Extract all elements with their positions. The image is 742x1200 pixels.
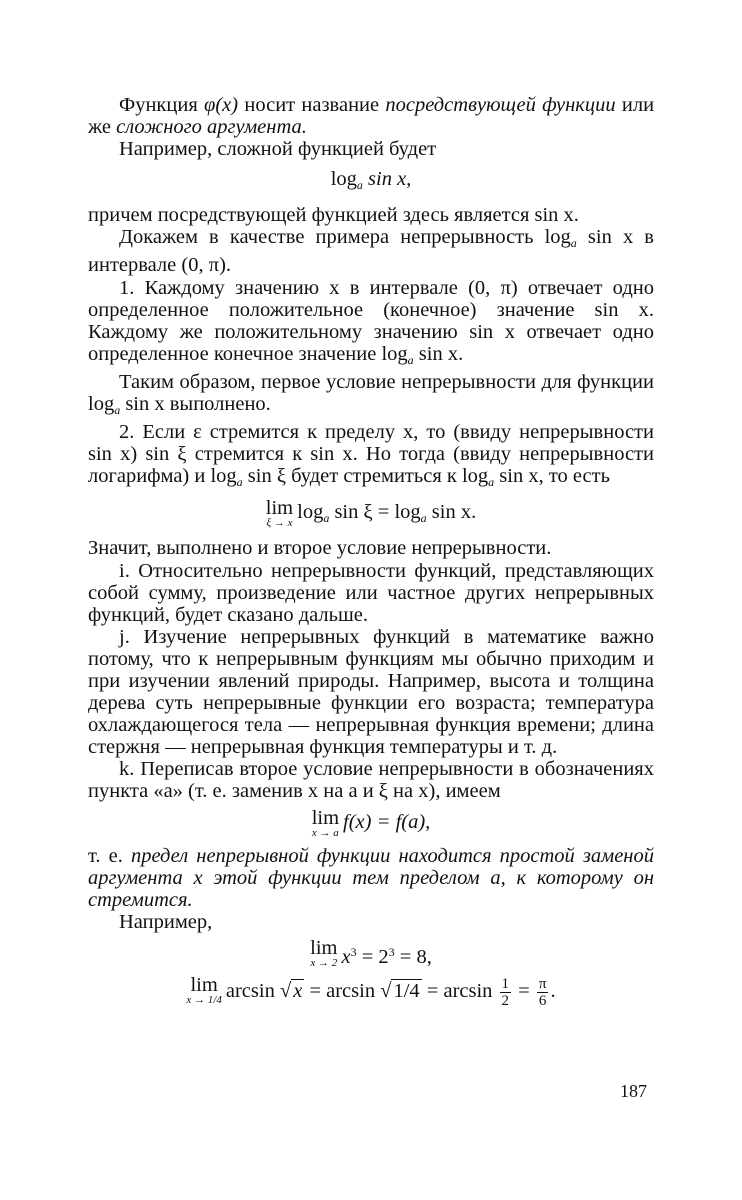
fraction: $\frac{1}{2}$	[501, 975, 510, 1009]
math-text: = arcsin √	[304, 980, 392, 1003]
math-text: = 2	[356, 945, 389, 968]
lim-subscript: x → 2	[310, 956, 338, 969]
formula-log-sin	[88, 166, 654, 198]
formula-limit-log	[88, 499, 654, 531]
text: Таким образом, первое условие непрерывности для функции log	[88, 370, 654, 416]
math-subscript: a	[356, 178, 363, 193]
italic-rule: предел непрерывной функции находится простой заменой аргумента x этой функции тем пределом a, к которому он стремится.	[88, 844, 654, 911]
text: 2. Если ε стремится к пределу x, то (ввиду непрерывности sin x) sin ξ стремится к sin x. Но тогда (ввиду непрерывности логарифма) и log	[88, 421, 654, 488]
math-subscript: a	[114, 403, 121, 418]
formula-limit-cube	[88, 936, 654, 970]
text: 1. Каждому значению x в интервале (0, π) отвечает одно определенное положительное (конечное) значение sin x. Каждому же положительному значению sin x отвечает одно определенное конечное значение log	[88, 276, 654, 365]
paragraph-second-condition: Значит, выполнено и второе условие непрерывности.	[88, 537, 552, 560]
lim-operator: lim x → a	[311, 806, 340, 839]
math-text: sin ξ = log	[329, 501, 421, 524]
paragraph-i: i. Относительно непрерывности функций, представляющих собой сумму, произведение или частное других непрерывных функций, будет сказано дальше.	[88, 559, 654, 626]
lim-operator: lim x → 2	[310, 936, 338, 969]
paragraph-k: k. Переписав второе условие непрерывности в обозначениях пункта «a» (т. е. заменив x на a и ξ на x), имеем	[88, 758, 654, 803]
fraction: $\frac{\pi}{6}$	[538, 975, 547, 1009]
text: sin x.	[413, 342, 464, 365]
math-text: arcsin √	[225, 980, 292, 1003]
paragraph-definition	[88, 94, 654, 138]
math-superscript: 3	[388, 944, 395, 959]
formula-limit-arcsin	[88, 973, 654, 1009]
math-text: sin x,	[362, 168, 412, 191]
paragraph-prove	[88, 226, 654, 276]
text: т. е.	[88, 844, 123, 867]
math-subscript: a	[570, 236, 577, 251]
text: sin x в интервале (0, π).	[88, 226, 654, 277]
paragraph-step-1	[88, 277, 654, 371]
page-number: 187	[620, 1081, 647, 1101]
paragraph-for-example: Например,	[119, 910, 213, 933]
math-text: = 8,	[394, 945, 432, 968]
math-subscript: a	[488, 475, 495, 490]
text: носит название	[244, 94, 380, 116]
paragraph-j: j. Изучение непрерывных функций в математике важно потому, что к непрерывным функциям мы обычно приходим и при изучении явлений природы. Например, высота и толщина дерева суть непрерывные функции его возраста; температура охлаждающегося тела — непрерывная функция времени; длина стержня — непрерывная функция температуры и т. д.	[88, 625, 654, 759]
math-text: x	[341, 945, 351, 968]
math-text: sin x.	[426, 501, 477, 524]
math-subscript: a	[420, 511, 427, 526]
lim-subscript: ξ → x	[266, 517, 293, 530]
text: или же	[88, 94, 655, 139]
math-text: .	[550, 980, 556, 1003]
math-superscript: 3	[350, 944, 357, 959]
math-text: log	[297, 501, 324, 524]
math-text: = arcsin	[421, 980, 493, 1003]
text: Функция	[119, 94, 198, 116]
text: sin x, то есть	[494, 465, 610, 488]
paragraph-rule	[88, 845, 654, 911]
text: sin x выполнено.	[120, 393, 271, 416]
lim-operator: lim x → 1/4	[186, 973, 222, 1006]
paragraph-step-2	[88, 421, 654, 493]
paragraph-intermediate: причем посредствующей функцией здесь является sin x.	[88, 204, 579, 227]
page-text	[88, 94, 654, 1015]
paragraph-first-condition	[88, 371, 654, 421]
math-text: =	[513, 980, 535, 1003]
paragraph-example: Например, сложной функцией будет	[119, 138, 437, 161]
math-text: log	[330, 168, 357, 191]
italic-term: сложного аргумента.	[116, 116, 307, 139]
lim-operator: lim ξ → x	[265, 497, 294, 530]
italic-term: посредствующей функции	[385, 94, 616, 116]
lim-subscript: x → 1/4	[186, 993, 222, 1006]
math-text: f(x) = f(a),	[343, 810, 431, 833]
math-subscript: a	[323, 511, 330, 526]
math-radicand: x	[293, 980, 303, 1003]
math-radicand: 1/4	[393, 980, 420, 1003]
text: Докажем в качестве примера непрерывность log	[119, 226, 571, 249]
text: sin ξ будет стремиться к log	[242, 465, 489, 488]
math-subscript: a	[236, 475, 243, 490]
formula-limit-f	[88, 806, 654, 839]
math-phi: φ(x)	[204, 94, 239, 116]
math-subscript: a	[407, 352, 414, 367]
lim-subscript: x → a	[311, 826, 339, 839]
